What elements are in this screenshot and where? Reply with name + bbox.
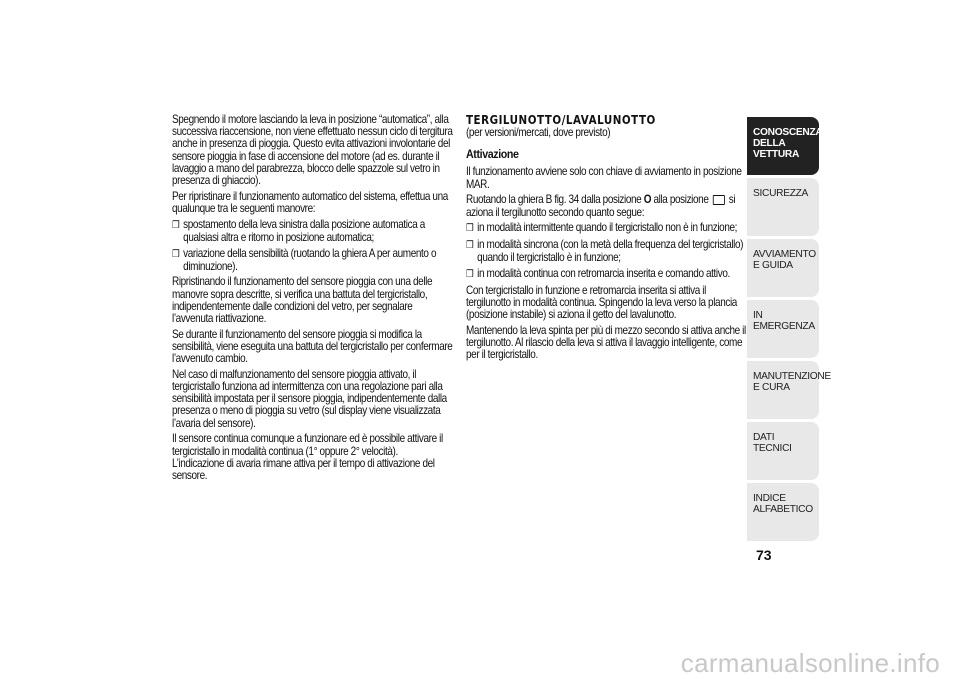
paragraph: Nel caso di malfunzionamento del sensore pioggia attivato, il tergicristallo funziona ad intermittenza con una regolazione pari alla sensibilità impostata per il sensore pioggia, indipendentemente dalla presenza o meno di pioggia su vetro (sul display viene visualizzata l’avaria del sensore). <box>172 367 447 430</box>
tab-avviamento-e-guida[interactable]: AVVIAMENTO E GUIDA <box>747 239 819 297</box>
paragraph: Se durante il funzionamento del sensore pioggia si modifica la sensibilità, viene eseguita una battuta del tergicristallo per confermare l’avvenuto cambio. <box>172 327 453 366</box>
tab-manutenzione-e-cura[interactable]: MANUTENZIONE E CURA <box>747 361 819 419</box>
left-text-column <box>172 114 453 486</box>
paragraph: Ripristinando il funzionamento del sensore pioggia con una delle manovre sopra descritte, si verifica una battuta del tergicristallo, indipendentemente dalle condizioni del vetro, per segnalare l’avvenuta riattivazione. <box>172 275 433 326</box>
paragraph: Con tergicristallo in funzione e retromarcia inserita si attiva il tergilunotto in modalità continua. Spingendo la leva verso la plancia (posizione instabile) si aziona il getto del lavalunotto. <box>466 283 737 321</box>
paragraph: Mantenendo la leva spinta per più di mezzo secondo si attiva anche il tergilunotto. Al rilascio della leva si attiva il lavaggio intelligente, come per il tergicristallo. <box>466 323 746 362</box>
paragraph: L’indicazione di avaria rimane attiva per il tempo di attivazione del sensore. <box>172 456 435 482</box>
list-item: ❒ spostamento della leva sinistra dalla posizione automatica a qualsiasi altra e ritorno in posizione automatica; <box>172 217 425 244</box>
page-number: 73 <box>756 547 772 563</box>
list-item: ❒ in modalità intermittente quando il tergicristallo non è in funzione; <box>466 221 738 235</box>
tab-conoscenza-della-vettura[interactable]: CONOSCENZA DELLA VETTURA <box>747 117 819 175</box>
paragraph: Per ripristinare il funzionamento automatico del sistema, effettua una qualunque tra le seguenti manovre: <box>172 189 448 215</box>
off-position-symbol: O <box>643 193 652 207</box>
paragraph: Spegnendo il motore lasciando la leva in posizione “automatica”, alla successiva riaccensione, non viene effettuato nessun ciclo di tergitura anche in presenza di pioggia. Questo evita attivazioni involontarie del sensore pioggia in fase di accensione del motore (ad es. durante il lavaggio a mano del parabrezza, blocco delle spazzole sul vetro in presenza di ghiaccio). <box>172 113 453 188</box>
tab-in-emergenza[interactable]: IN EMERGENZA <box>747 300 819 358</box>
rear-wiper-icon <box>713 195 725 205</box>
paragraph: Il funzionamento avviene solo con chiave di avviamento in posizione MAR. <box>466 165 742 191</box>
paragraph: Ruotando la ghiera B fig. 34 dalla posizione O alla posizione si aziona il tergilunotto secondo quanto segue: <box>466 193 736 219</box>
watermark: carmanualsonline.info <box>680 648 940 678</box>
section-subtitle: (per versioni/mercati, dove previsto) <box>466 126 611 139</box>
checkbox-bullet-icon: ❒ <box>172 219 180 231</box>
checkbox-bullet-icon: ❒ <box>466 223 474 235</box>
checkbox-bullet-icon: ❒ <box>466 239 474 251</box>
list-item: ❒ in modalità continua con retromarcia inserita e comando attivo. <box>466 266 730 280</box>
checkbox-bullet-icon: ❒ <box>172 248 180 260</box>
chapter-tabs-sidebar <box>747 117 831 544</box>
tab-dati-tecnici[interactable]: DATI TECNICI <box>747 422 819 480</box>
tab-sicurezza[interactable]: SICUREZZA <box>747 178 819 236</box>
section-title: TERGILUNOTTO/LAVALUNOTTO <box>466 113 656 127</box>
right-text-column <box>466 114 747 365</box>
list-item: ❒ variazione della sensibilità (ruotando la ghiera A per aumento o diminuzione). <box>172 246 437 273</box>
paragraph: Il sensore continua comunque a funzionare ed è possibile attivare il tergicristallo in modalità continua (1° oppure 2° velocità). <box>172 432 443 458</box>
checkbox-bullet-icon: ❒ <box>466 268 474 280</box>
list-item: ❒ in modalità sincrona (con la metà della frequenza del tergicristallo) quando il tergicristallo è in funzione; <box>466 237 744 265</box>
subsection-heading: Attivazione <box>466 147 519 162</box>
tab-indice-alfabetico[interactable]: INDICE ALFABETICO <box>747 483 819 541</box>
